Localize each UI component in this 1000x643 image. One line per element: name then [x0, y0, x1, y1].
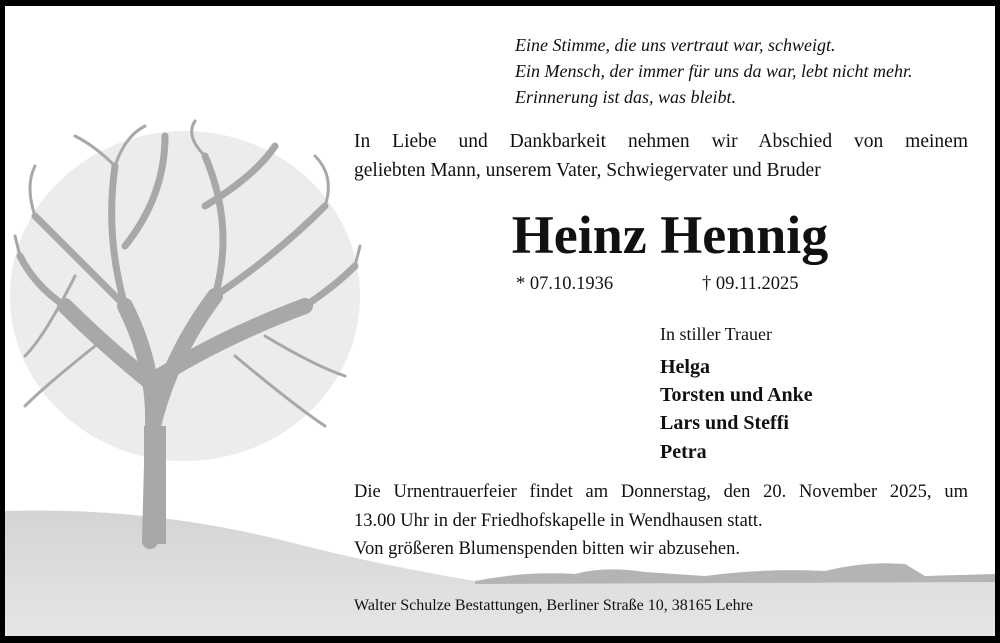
intro-line: In Liebe und Dankbarkeit nehmen wir Abschied von meinem	[354, 131, 968, 152]
mourner-name: Lars und Steffi	[660, 412, 789, 434]
service-line: Die Urnentrauerfeier findet am Donnerstag, den 20. November 2025, um	[354, 482, 968, 502]
service-line: 13.00 Uhr in der Friedhofskapelle in Wendhausen statt.	[354, 511, 763, 531]
tree	[10, 121, 360, 541]
motto-line: Eine Stimme, die uns vertraut war, schweigt.	[515, 35, 836, 55]
mourner-name: Helga	[660, 356, 710, 378]
mourners-heading: In stiller Trauer	[660, 324, 772, 344]
mourner-name: Torsten und Anke	[660, 384, 813, 406]
motto-line: Erinnerung ist das, was bleibt.	[515, 87, 737, 107]
tree-trunk	[144, 426, 166, 544]
flowers-note: Von größeren Blumenspenden bitten wir abzusehen.	[354, 539, 741, 559]
funeral-home: Walter Schulze Bestattungen, Berliner Straße 10, 38165 Lehre	[354, 597, 754, 614]
birth-date: * 07.10.1936	[516, 274, 614, 294]
deceased-name: Heinz Hennig	[511, 205, 829, 265]
motto-line: Ein Mensch, der immer für uns da war, lebt nicht mehr.	[515, 61, 913, 81]
intro-line: geliebten Mann, unserem Vater, Schwiegervater und Bruder	[354, 160, 821, 181]
death-date: † 09.11.2025	[702, 274, 799, 294]
obituary-notice	[5, 6, 995, 636]
distant-hills	[475, 563, 995, 584]
mourner-name: Petra	[660, 441, 707, 463]
